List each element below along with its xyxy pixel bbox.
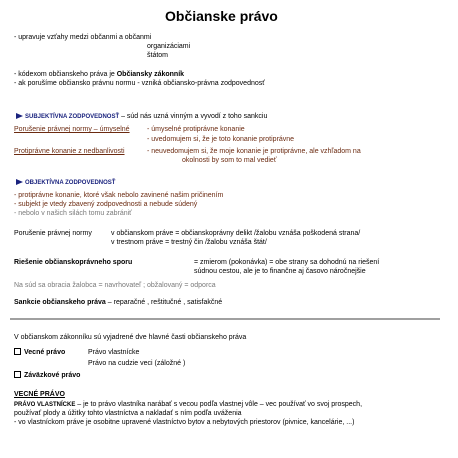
objective-heading-line bbox=[16, 178, 115, 188]
sanctions-label: Sankcie občianskeho práva bbox=[14, 299, 106, 306]
subjective-right: okolnosti by som to mal vedieť bbox=[182, 157, 277, 164]
violation-line: v trestnom práve = trestný čin /žalobu vznáša štát/ bbox=[111, 239, 267, 246]
codex-text: - kódexom občianskeho práva je bbox=[14, 71, 117, 78]
objective-line: - protiprávne konanie, ktoré však nebolo zavinené našim pričinením bbox=[14, 192, 224, 199]
objective-heading: OBJEKTÍVNA ZODPOVEDNOSŤ bbox=[25, 180, 116, 186]
subjective-left: Porušenie právnej normy – úmyselné bbox=[14, 126, 130, 133]
vecne-heading: VECNÉ PRÁVO bbox=[14, 391, 65, 398]
vecne-line-text: – je to právo vlastníka narábať s vecou podľa vlastnej vôle – vec používať vo svoj prospech, bbox=[75, 401, 363, 408]
arrow-icon bbox=[16, 179, 23, 185]
vecne-line: - vo vlastníckom práve je osobitne upravené vlastníctvo bytov a nebytových priestorov (pivnice, kancelárie, ...) bbox=[14, 419, 355, 426]
violation-line: v občianskom práve = občianskoprávny delikt /žalobu vznáša poškodená strana/ bbox=[111, 230, 361, 237]
subjective-right: - uvedomujem si, že je toto konanie protiprávne bbox=[147, 136, 295, 143]
resolution-line: súdnou cestou, ale je to finančne aj časovo náročnejšie bbox=[194, 268, 366, 275]
intro-line: organizáciami bbox=[147, 43, 191, 50]
subjective-heading: SUBJEKTÍVNA ZODPOVEDNOSŤ bbox=[25, 114, 120, 120]
vecne-item bbox=[14, 348, 65, 357]
zavazkove-item bbox=[14, 371, 80, 380]
zavazkove-label: Záväzkové právo bbox=[24, 372, 81, 379]
violation-label: Porušenie právnej normy bbox=[14, 230, 92, 237]
vecne-sub: Právo vlastnícke bbox=[88, 349, 140, 356]
page-title: Občianske právo bbox=[165, 8, 278, 24]
resolution-label: Riešenie občianskoprávneho sporu bbox=[14, 259, 133, 266]
codex-line bbox=[14, 70, 184, 79]
resolution-line: = zmierom (pokonávka) = obe strany sa dohodnú na riešení bbox=[194, 259, 380, 266]
vecne-label: Vecné právo bbox=[24, 349, 66, 356]
divider bbox=[10, 318, 440, 320]
subjective-right: - úmyselné protiprávne konanie bbox=[147, 126, 245, 133]
arrow-icon bbox=[16, 113, 23, 119]
checkbox-icon bbox=[14, 371, 21, 378]
vecne-line: používať plody a úžitky tohto vlastníctva a nakladať s ním podľa uváženia bbox=[14, 410, 242, 417]
vecne-sub-heading: PRÁVO VLASTNÍCKE bbox=[14, 402, 76, 408]
subjective-left: Protiprávne konanie z nedbanlivosti bbox=[14, 148, 125, 155]
subjective-right: - neuvedomujem si, že moje konanie je protiprávne, ale vzhľadom na bbox=[147, 148, 361, 155]
vecne-sub: Právo na cudzie veci (záložné ) bbox=[88, 360, 186, 367]
checkbox-icon bbox=[14, 348, 21, 355]
intro-line: štátom bbox=[147, 52, 169, 59]
objective-line: - subjekt je vtedy zbavený zodpovednosti a nebude súdený bbox=[14, 201, 198, 208]
codex-name: Občiansky zákonník bbox=[116, 71, 185, 78]
objective-line: - nebolo v našich silách tomu zabrániť bbox=[14, 210, 132, 217]
subjective-heading-line bbox=[16, 112, 267, 122]
sanctions-line bbox=[14, 298, 222, 307]
subjective-heading-rest: – súd nás uzná vinným a vyvodí z toho sankciu bbox=[119, 113, 268, 120]
sanctions-rest: – reparačné , reštitučné , satisfakčné bbox=[105, 299, 223, 306]
codex-line: - ak porušíme občiansko právnu normu - vzniká občiansko-právna zodpovednosť bbox=[14, 80, 265, 87]
intro-line: - upravuje vzťahy medzi občanmi a občanmi bbox=[14, 34, 152, 41]
parts-intro: V občianskom zákonníku sú vyjadrené dve hlavné časti občianskeho práva bbox=[14, 334, 247, 341]
resolution-note: Na súd sa obracia žalobca = navrhovateľ ; obžalovaný = odporca bbox=[14, 282, 216, 289]
